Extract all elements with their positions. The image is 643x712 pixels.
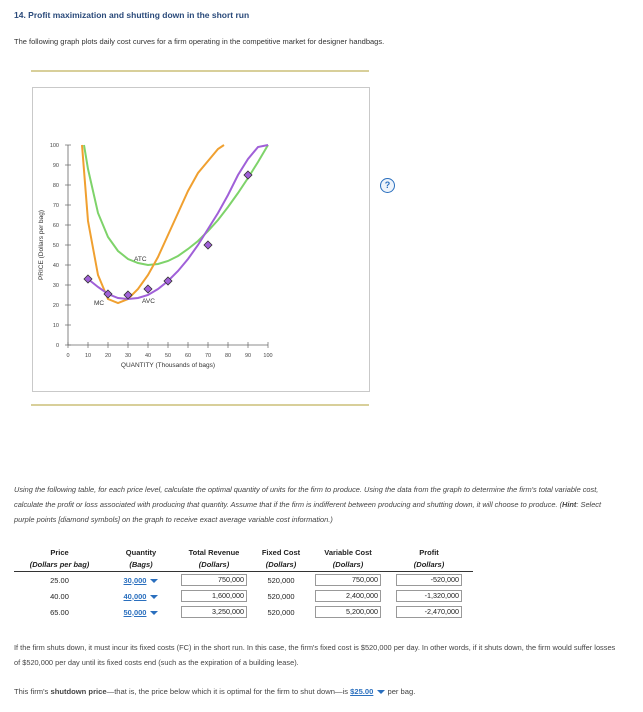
variable-cost-input[interactable]: 2,400,000 [315,590,381,602]
x-tick-label: 100 [263,353,273,359]
quantity-dropdown[interactable] [105,604,177,620]
y-tick-label: 50 [52,243,59,249]
x-tick-label: 30 [124,353,132,359]
unit-revenue: (Dollars) [177,559,251,572]
quantity-value: 50,000 [123,607,147,617]
mc-diamond-point [144,285,152,293]
x-tick-label: 80 [224,353,232,359]
chevron-down-icon [150,595,158,599]
intro-text: The following graph plots daily cost curves for a firm operating in the competitive market for designer handbags. [14,37,385,46]
y-tick-label: 60 [52,223,59,229]
table-row [14,588,473,604]
y-tick-label: 0 [55,343,59,349]
graph-panel [32,87,391,392]
revenue-input[interactable]: 3,250,000 [181,606,247,618]
table-row [14,572,473,589]
atc-curve [84,145,268,265]
hint-label: Hint [562,500,577,509]
header-profit: Profit [419,548,439,557]
table-row [14,604,473,620]
shutdown-after: per bag. [385,687,416,696]
variable-cost-input[interactable]: 750,000 [315,574,381,586]
y-tick-label: 20 [52,303,59,309]
quantity-dropdown[interactable] [105,572,177,589]
header-quantity: Quantity [125,548,157,557]
x-tick-label: 40 [144,353,152,359]
shutdown-middle: —that is, the price below which it is optimal for the firm to shut down—is [106,687,351,696]
curve-label: AVC [142,298,155,305]
curve-label: MC [94,300,105,307]
y-tick-label: 10 [52,323,59,329]
header-fixed: Fixed Cost [261,548,301,557]
x-tick-label: 90 [244,353,252,359]
shutdown-price-value: $25.00 [350,687,374,696]
instructions-before: Using the following table, for each price level, calculate the optimal quantity of units for the firm to produce. Using the data from the graph to determine the firm's total variable cost, calculate the profit or loss associated with producing that quantity. Assume that if the firm is indifferent between producing and shutting down, it will choose to produce. ( [14,485,599,509]
instructions-after: : Select purple points [diamond symbols] on the graph to receive exact average variable cost information.) [14,500,602,524]
shutdown-term: shutdown price [50,687,107,696]
fixed-cost-cell: 520,000 [267,591,295,601]
y-tick-label: 40 [52,263,59,269]
shutdown-price-dropdown[interactable] [350,687,385,696]
instructions-text [14,482,614,527]
profit-input[interactable]: -2,470,000 [396,606,462,618]
price-cell: 65.00 [50,607,69,617]
x-tick-label: 20 [104,353,112,359]
revenue-input[interactable]: 750,000 [181,574,247,586]
x-tick-label: 70 [204,353,212,359]
unit-price: (Dollars per bag) [14,559,105,572]
chevron-down-icon [150,579,158,583]
x-tick-label: 60 [184,353,192,359]
header-variable: Variable Cost [324,548,372,557]
mc-curve [88,145,268,299]
variable-cost-input[interactable]: 5,200,000 [315,606,381,618]
price-cell: 25.00 [50,575,69,585]
quantity-dropdown[interactable] [105,588,177,604]
help-icon[interactable]: ? [380,178,395,193]
cost-curves-chart [33,88,369,391]
profit-input[interactable]: -520,000 [396,574,462,586]
divider-top [31,70,369,72]
curve-label: ATC [134,256,147,263]
y-tick-label: 70 [52,203,59,209]
profit-input[interactable]: -1,320,000 [396,590,462,602]
y-tick-label: 80 [52,183,59,189]
fixed-cost-cell: 520,000 [267,575,295,585]
unit-fixed: (Dollars) [251,559,311,572]
mc-diamond-point [204,241,212,249]
y-tick-label: 30 [52,283,59,289]
divider-bottom [31,404,369,406]
page-title: 14. Profit maximization and shutting down in the short run [14,10,250,20]
x-axis-label: QUANTITY (Thousands of bags) [120,362,216,369]
x-tick-label: 0 [66,353,70,359]
x-tick-label: 10 [84,353,92,359]
quantity-value: 40,000 [123,591,147,601]
x-tick-label: 50 [164,353,172,359]
y-axis-label: PRICE (Dollars per bag) [38,209,45,281]
unit-quantity: (Bags) [105,559,177,572]
y-tick-label: 100 [49,143,59,149]
revenue-input[interactable]: 1,600,000 [181,590,247,602]
quantity-value: 30,000 [123,575,147,585]
profit-table [14,547,473,620]
unit-variable: (Dollars) [311,559,385,572]
header-revenue: Total Revenue [188,548,240,557]
header-price: Price [50,548,69,557]
shutdown-question [14,687,415,696]
price-cell: 40.00 [50,591,69,601]
unit-profit: (Dollars) [385,559,473,572]
fixed-cost-cell: 520,000 [267,607,295,617]
shutdown-before: This firm's [14,687,51,696]
y-tick-label: 90 [52,163,59,169]
chevron-down-icon [150,611,158,615]
shutdown-explanation: If the firm shuts down, it must incur its fixed costs (FC) in the short run. In this case, the firm's fixed cost is $520,000 per day. In other words, if it shuts down, the firm would suffer losses of $520,000 per day until its fixed costs end (such as the expiration of a building lease). [14,643,616,667]
